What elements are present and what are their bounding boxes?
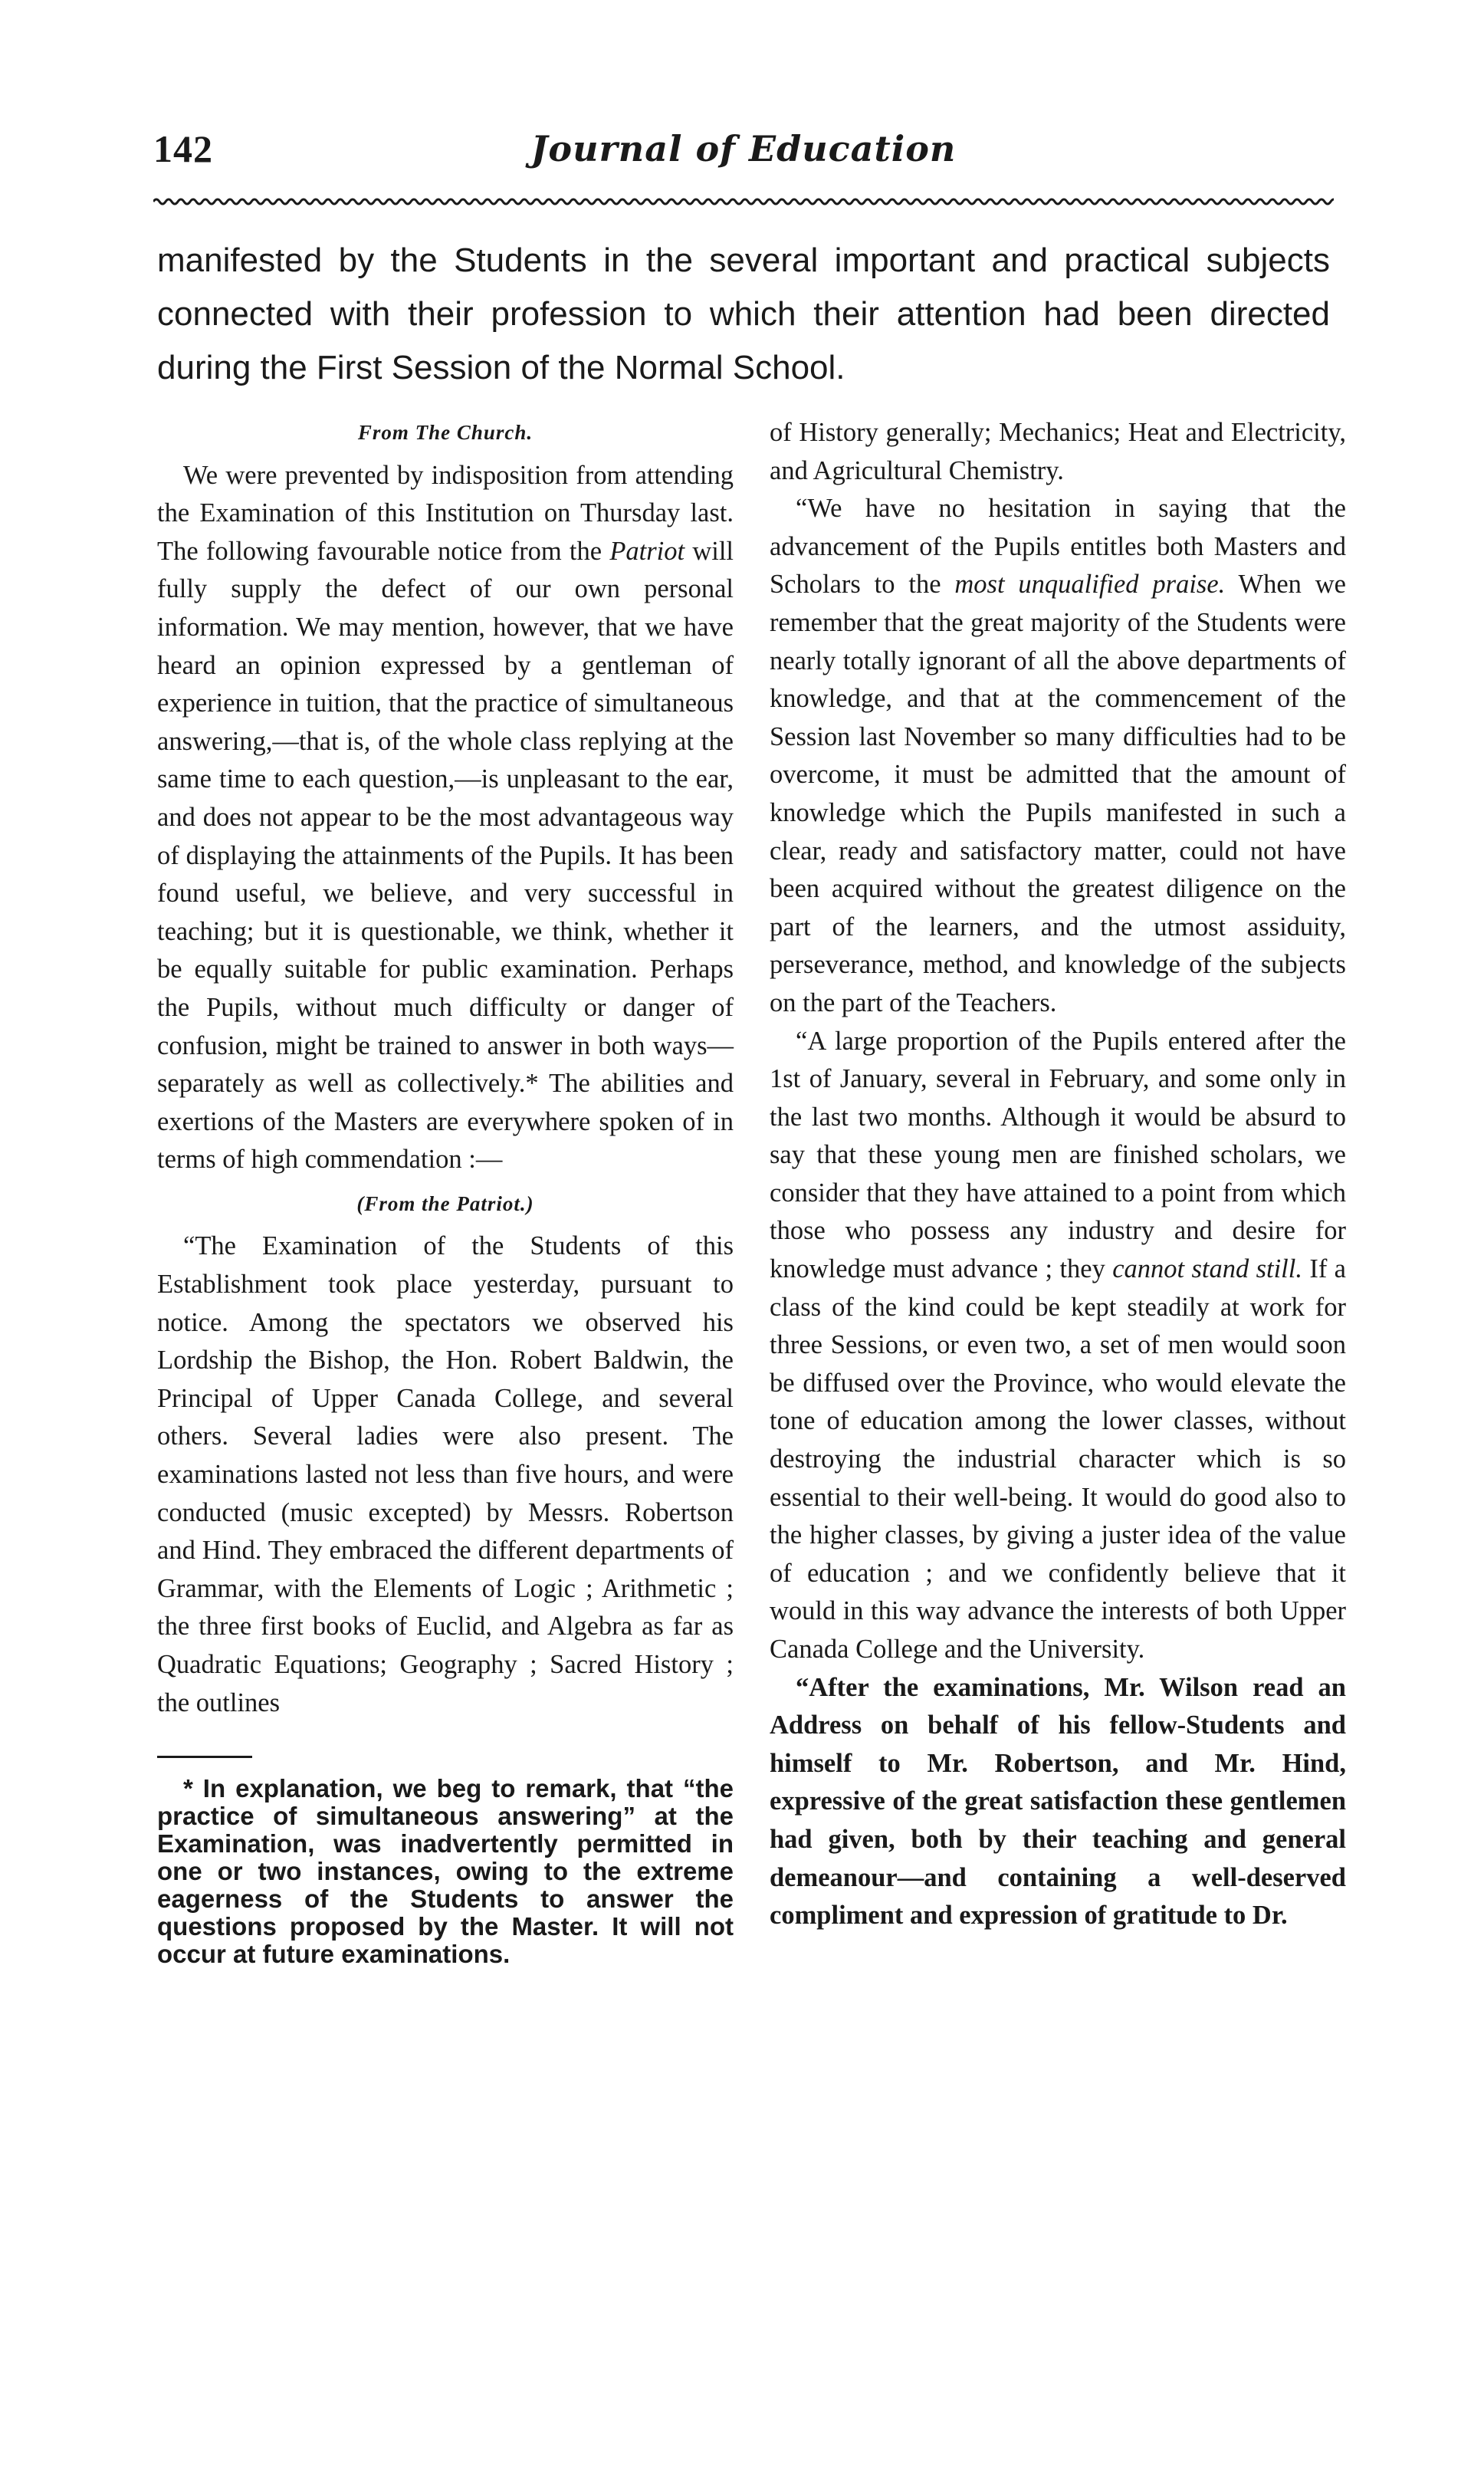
proportion-paragraph	[770, 1023, 1346, 1669]
advancement-text-part-2: When we remember that the great majority of the Students were nearly totally ignorant of all the above departments of knowledge, and that at the commencement of the Session last November so many difficulties had to be overcome, it must be admitted that the amount of knowledge which the Pupils manifested in such a clear, ready and satisfactory matter, could not have been acquired without the greatest diligence on the part of the learners, and the utmost assiduity, perseverance, method, and knowledge of the subjects on the part of the Teachers.	[770, 570, 1346, 1017]
church-text-part-1: We were prevented by indisposition from attending the Examination of this Institution on Thursday last. The following favourable notice from the	[157, 460, 734, 566]
source-attribution-patriot: (From the Patriot.)	[356, 1191, 534, 1215]
page-header	[153, 127, 1334, 188]
church-text-part-2: will fully supply the defect of our own personal information. We may mention, however, that we have heard an opinion expressed by a gentleman of experience in tuition, that the practice of simultaneous answering,—that is, of the whole class replying at the same time to each question,—is unpleasant to the ear, and does not appear to be the most advantageous way of displaying the attainments of the Pupils. It has been found useful, we believe, and very successful in teaching; but it is questionable, we think, whether it be equally suitable for public examination. Perhaps the Pupils, without much difficulty or danger of confusion, might be trained to answer in both ways—separately as well as collectively.* The abilities and exertions of the Masters are everywhere spoken of in terms of high commendation :—	[157, 536, 734, 1175]
proportion-text-part-2: If a class of the kind could be kept steadily at work for three Sessions, or even two, a set of men would soon be diffused over the Province, who would elevate the tone of education among the lower classes, without destroying the industrial character which is so essential to their well-being. It would do good also to the higher classes, by giving a juster idea of the value of education ; and we confidently believe that it would in this way advance the interests of both Upper Canada College and the University.	[770, 1254, 1346, 1664]
ornamental-wavy-rule	[153, 193, 1334, 210]
cannot-stand-still-italic: cannot stand still.	[1112, 1254, 1302, 1284]
left-column	[157, 414, 734, 1968]
church-paragraph	[157, 457, 734, 1179]
address-paragraph: “After the examinations, Mr. Wilson read an Address on behalf of his fellow-Students and himself to Mr. Robertson, and Mr. Hind, expressive of the great satisfaction these gentlemen had given, both by their teaching and general demeanour—and containing a well-deserved compliment and expression of gratitude to Dr.	[770, 1672, 1346, 1931]
intro-continuation-text: manifested by the Students in the several important and practical subjects connected with their profession to which their attention had been directed during the First Session of the Normal School.	[157, 242, 1330, 386]
patriot-paragraph: “The Examination of the Students of this Establishment took place yesterday, pursuant to notice. Among the spectators we observed his Lordship the Bishop, the Hon. Robert Baldwin, the Principal of Upper Canada College, and several others. Several ladies were also present. The examinations lasted not less than five hours, and were conducted (music excepted) by Messrs. Robertson and Hind. They embraced the different departments of Grammar, with the Elements of Logic ; Arithmetic ; the three first books of Euclid, and Algebra as far as Quadratic Equations; Geography ; Sacred History ; the outlines	[157, 1231, 734, 1717]
running-title: Journal of Education	[530, 128, 957, 169]
unqualified-praise-italic: most unqualified praise.	[954, 570, 1226, 600]
page-number: 142	[153, 127, 213, 170]
proportion-text-part-1: “A large proportion of the Pupils entered after the 1st of January, several in February, and some only in the last two months. Although it would be absurd to say that these young men are finished scholars, we consider that they have attained to a point from which those who possess any industry and desire for knowledge must advance ; they	[770, 1026, 1346, 1284]
right-column	[770, 414, 1346, 1935]
advancement-text-part-1: “We have no hesitation in saying that the advancement of the Pupils entitles both Masters and Scholars to the	[770, 494, 1346, 600]
advancement-paragraph	[770, 490, 1346, 1022]
source-attribution-church: From The Church.	[357, 421, 534, 444]
footnote-divider	[157, 1756, 252, 1758]
history-continuation-paragraph: of History generally; Mechanics; Heat and Electricity, and Agricultural Chemistry.	[770, 418, 1346, 485]
footnote: * In explanation, we beg to remark, that “the practice of simultaneous answering” at the Examination, was inadvertently permitted in one or two instances, owing to the extreme eagerness of the Students to answer the questions proposed by the Master. It will not occur at future examinations.	[157, 1774, 734, 1969]
patriot-italic: Patriot	[609, 536, 685, 566]
